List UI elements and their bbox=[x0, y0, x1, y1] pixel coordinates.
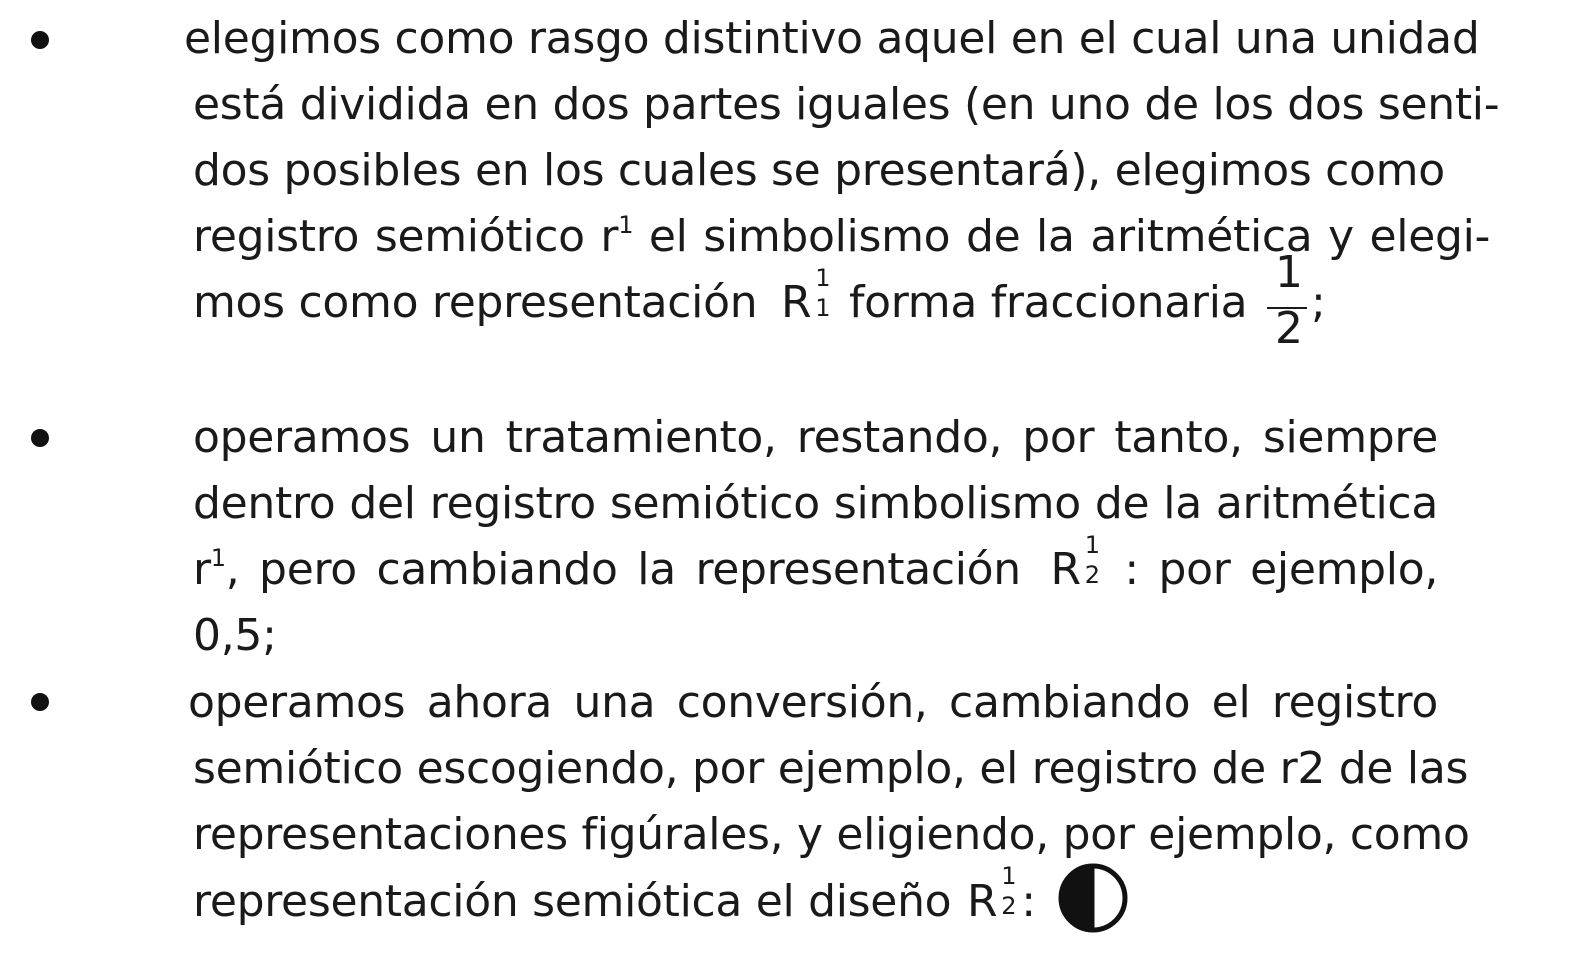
text-line bbox=[193, 862, 1438, 934]
text-span: mos como representación bbox=[193, 277, 758, 328]
representation-symbol: R bbox=[1050, 544, 1081, 595]
text-line: representaciones figúrales, y eligiendo, por ejemplo, como bbox=[193, 809, 1470, 860]
bullet-icon bbox=[31, 429, 49, 447]
text-line: dos posibles en los cuales se presentará), elegimos como bbox=[193, 145, 1445, 196]
text-line: está dividida en dos partes iguales (en uno de los dos senti- bbox=[193, 79, 1500, 130]
text-line: operamos un tratamiento, restando, por tanto, siempre bbox=[193, 412, 1438, 463]
colon: : bbox=[1021, 876, 1036, 927]
half-filled-circle-icon bbox=[1057, 862, 1129, 934]
text-span: , pero cambiando la representación bbox=[225, 544, 1021, 595]
bullet-icon bbox=[31, 693, 49, 711]
text-line: semiótico escogiendo, por ejemplo, el registro de r2 de las bbox=[193, 743, 1469, 794]
representation-index bbox=[997, 862, 1021, 920]
index-top: 1 bbox=[1001, 862, 1017, 890]
fraction-one-half bbox=[1265, 247, 1311, 354]
fraction-numerator: 1 bbox=[1275, 247, 1303, 298]
fraction-denominator: 2 bbox=[1275, 303, 1303, 354]
text-line: 0,5; bbox=[193, 610, 277, 661]
text-span: representación semiótica el diseño bbox=[193, 876, 952, 927]
text-line bbox=[193, 531, 1439, 603]
superscript: 1 bbox=[618, 211, 634, 239]
representation-symbol: R bbox=[781, 277, 812, 328]
index-top: 1 bbox=[1084, 531, 1100, 559]
representation-index bbox=[811, 264, 835, 322]
text-span: registro semiótico r bbox=[193, 211, 619, 262]
index-bottom: 2 bbox=[1001, 892, 1017, 920]
index-bottom: 1 bbox=[815, 294, 831, 322]
text-line: dentro del registro semiótico simbolismo de la aritmética bbox=[193, 478, 1438, 529]
bullet-icon bbox=[31, 31, 49, 49]
text-span: r bbox=[193, 544, 211, 595]
index-top: 1 bbox=[815, 264, 831, 292]
representation-symbol: R bbox=[966, 876, 998, 927]
text-span: : por ejemplo, bbox=[1124, 544, 1439, 595]
superscript: 1 bbox=[210, 544, 226, 572]
text-line: operamos ahora una conversión, cambiando el registro bbox=[188, 677, 1438, 728]
representation-index bbox=[1081, 531, 1105, 589]
punctuation: ; bbox=[1311, 277, 1326, 328]
index-bottom: 2 bbox=[1084, 561, 1100, 589]
text-line bbox=[193, 204, 1491, 270]
text-span: el simbolismo de la aritmética y elegi- bbox=[648, 211, 1491, 262]
text-line: elegimos como rasgo distintivo aquel en el cual una unidad bbox=[184, 13, 1480, 64]
text-line bbox=[193, 247, 1438, 354]
text-span: forma fraccionaria bbox=[848, 277, 1248, 328]
